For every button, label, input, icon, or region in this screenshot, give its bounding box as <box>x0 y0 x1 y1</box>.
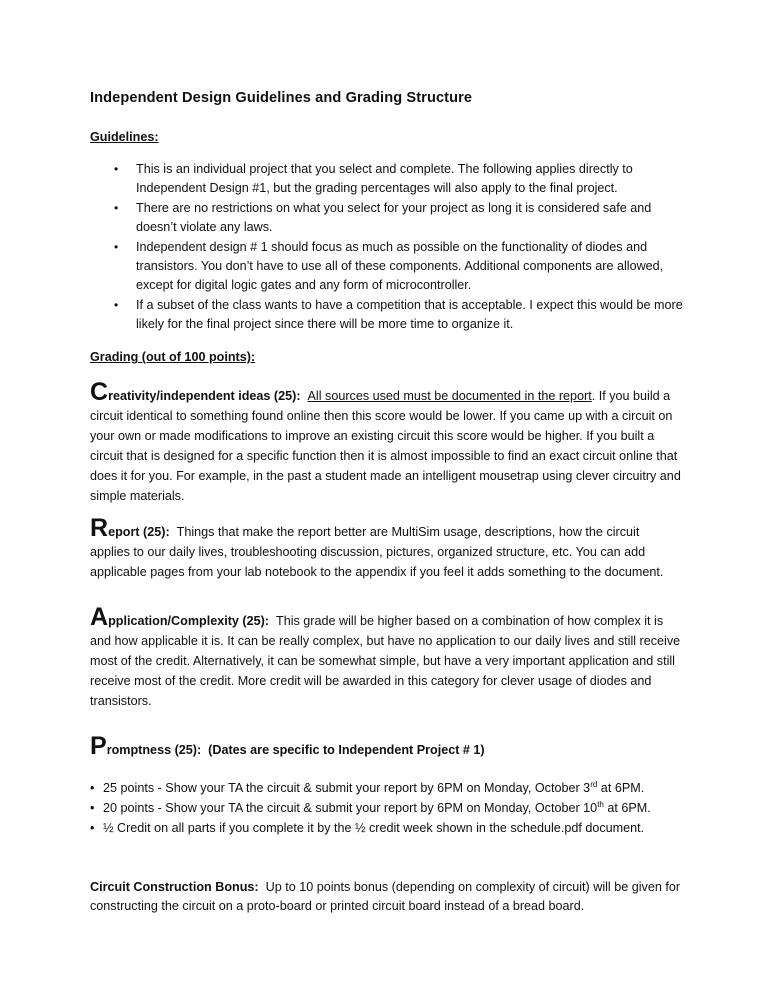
guideline-text: This is an individual project that you select and complete. The following applies directly to Independent Design #1, but the grading percentages will also apply to the final project. <box>136 162 633 195</box>
bullet-icon: • <box>114 162 119 176</box>
section-initial: C <box>90 378 109 406</box>
guideline-text: If a subset of the class wants to have a competition that is acceptable. I expect this would be more likely for the final project since there will be more time to organize it. <box>136 298 683 331</box>
ordinal-suffix: rd <box>590 779 598 789</box>
application-section <box>90 603 690 711</box>
bonus-label: Circuit Construction Bonus: <box>90 880 259 894</box>
document-title: Independent Design Guidelines and Grading Structure <box>90 90 473 106</box>
promptness-list <box>90 778 690 838</box>
list-item <box>114 160 684 198</box>
promptness-item-text: ½ Credit on all parts if you complete it by the ½ credit week shown in the schedule.pdf document. <box>103 821 645 835</box>
guideline-text: Independent design # 1 should focus as much as possible on the functionality of diodes and transistors. You don’t have to use all of these components. Additional components are allowed, except for digital logic gates and any form of microcontroller. <box>136 240 664 292</box>
bonus-paragraph <box>90 878 690 916</box>
guideline-text: There are no restrictions on what you select for your project as long it is considered safe and doesn’t violate any laws. <box>136 201 652 234</box>
list-item <box>114 199 684 237</box>
guidelines-heading: Guidelines: <box>90 130 159 144</box>
bonus-text: Up to 10 points bonus (depending on complexity of circuit) will be given for constructing the circuit on a proto-board or printed circuit board instead of a bread board. <box>90 880 681 913</box>
promptness-section <box>90 732 690 760</box>
list-item <box>114 238 684 295</box>
guidelines-list <box>114 160 684 335</box>
section-initial: P <box>90 732 107 760</box>
section-title: romptness (25): <box>106 743 202 757</box>
section-first-line: Things that make the report better are MultiSim usage, descriptions, how the circuit <box>176 525 640 539</box>
list-item <box>114 296 684 334</box>
section-initial: R <box>90 514 109 542</box>
section-initial: A <box>90 603 109 631</box>
section-title: pplication/Complexity (25): <box>108 614 270 628</box>
document-page <box>90 90 690 913</box>
list-item <box>90 818 690 838</box>
promptness-item-text: 20 points - Show your TA the circuit & submit your report by 6PM on Monday, October 10 <box>103 801 598 815</box>
bullet-icon: • <box>90 801 95 815</box>
bullet-icon: • <box>114 201 119 215</box>
bullet-icon: • <box>114 298 119 312</box>
ordinal-suffix: th <box>597 799 604 809</box>
section-body: and how applicable it is. It can be really complex, but have no application to our daily lives and still receive most of the credit. Alternatively, it can be somewhat simple, but have a very important application and still receive most of the credit. More credit will be awarded in this category for clever usage of diodes and transistors. <box>90 634 681 708</box>
grading-heading: Grading (out of 100 points): <box>90 350 256 364</box>
promptness-item-tail: at 6PM. <box>597 781 645 795</box>
bullet-icon: • <box>114 240 119 254</box>
section-title: reativity/independent ideas (25): <box>108 389 301 403</box>
underlined-requirement: All sources used must be documented in the report <box>307 389 592 403</box>
section-note: (Dates are specific to Independent Project # 1) <box>208 743 485 757</box>
bullet-icon: • <box>90 821 95 835</box>
section-first-line: . If you build a <box>591 389 671 403</box>
creativity-section <box>90 378 690 506</box>
list-item <box>90 778 690 798</box>
section-title: eport (25): <box>108 525 170 539</box>
section-body: applies to our daily lives, troubleshooting discussion, pictures, organized structure, etc. You can add applicable pages from your lab notebook to the appendix if you feel it adds something to the document. <box>90 545 664 579</box>
promptness-item-tail: at 6PM. <box>603 801 651 815</box>
list-item <box>90 798 690 818</box>
promptness-item-text: 25 points - Show your TA the circuit & submit your report by 6PM on Monday, October 3 <box>103 781 591 795</box>
section-body: circuit identical to something found online then this score would be lower. If you came up with a circuit on your own or made modifications to improve an existing circuit this score would be higher. If you built a circuit that is designed for a specific function then it is almost impossible to find an exact circuit online that does it for you. For example, in the past a student made an intelligent mousetrap using clever circuitry and simple materials. <box>90 409 681 503</box>
report-section <box>90 514 690 582</box>
section-first-line: This grade will be higher based on a combination of how complex it is <box>276 614 664 628</box>
bullet-icon: • <box>90 781 95 795</box>
